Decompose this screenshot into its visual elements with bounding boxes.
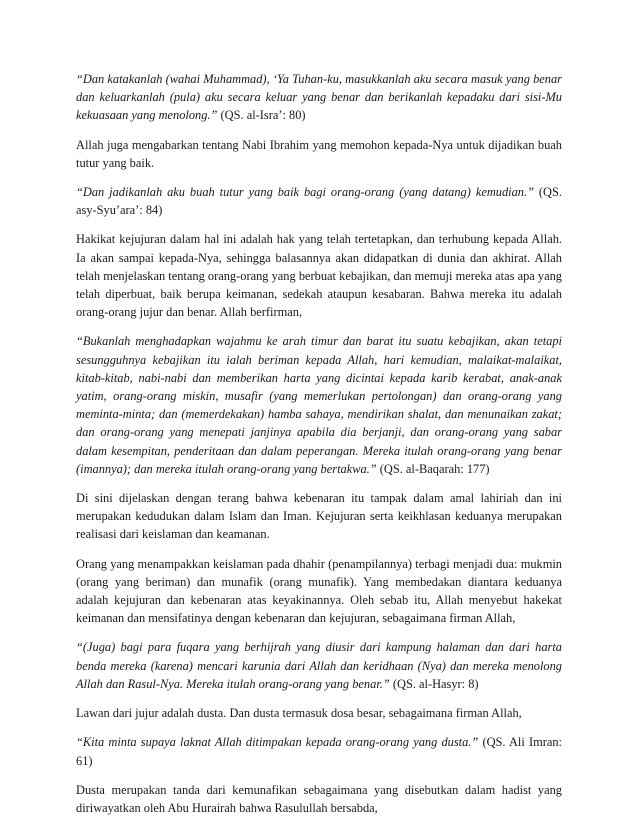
quote-paragraph-5 — [76, 733, 562, 769]
quote-reference: (QS. asy-Syu’ara’: 84) — [76, 185, 562, 218]
paragraph-text: Orang yang menampakkan keislaman pada dhahir (penampilannya) terbagi menjadi dua: mukmin (orang yang beriman) dan munafik (orang munafik). Yang membedakan diantara keduanya adalah kejujuran dan kebenaran atas keyakinannya. Oleh sebab itu, Allah menyebut hakekat keimanan dan mensifatinya dengan kebenaran dan kejujuran, sebagaimana firman Allah, — [76, 556, 562, 626]
body-paragraph-5 — [76, 704, 562, 722]
quote-reference: (QS. al-Isra’: 80) — [217, 108, 306, 123]
quote-text: “(Juga) bagi para fuqara yang berhijrah yang diusir dari kampung halaman dan dari harta benda mereka (karena) mencari karunia dari Allah dan keridhaan (Nya) dan mereka menolong Allah dan Rasul-Nya. Mereka itulah orang-orang yang benar.” — [76, 640, 562, 691]
quote-text: “Dan katakanlah (wahai Muhammad), ‘Ya Tuhan-ku, masukkanlah aku secara masuk yang benar dan keluarkanlah (pula) aku secara keluar yang benar dan berikanlah kepadaku dari sisi-Mu kekuasaan yang menolong.” — [76, 72, 562, 123]
quote-reference: (QS. al-Baqarah: 177) — [376, 461, 490, 476]
body-paragraph-6 — [76, 781, 562, 817]
document-page — [76, 70, 562, 828]
paragraph-text: Hakikat kejujuran dalam hal ini adalah hak yang telah tertetapkan, dan terhubung kepada Allah. Ia akan sampai kepada-Nya, sehingga balasannya akan didapatkan di dunia dan akhirat. Allah telah menjelaskan tentang orang-orang yang berbuat kebajikan, dan memuji mereka atas apa yang telah diperbuat, baik berupa keimanan, sedekah ataupun kesabaran. Bahwa mereka itu adalah orang-orang jujur dan benar. Allah berfirman, — [76, 232, 562, 320]
quote-text: “Kita minta supaya laknat Allah ditimpakan kepada orang-orang yang dusta.” — [76, 735, 479, 750]
paragraph-text: Lawan dari jujur adalah dusta. Dan dusta termasuk dosa besar, sebagaimana firman Allah, — [76, 706, 522, 721]
body-paragraph-4 — [76, 555, 562, 628]
quote-reference: (QS. Ali Imran: 61) — [76, 735, 562, 768]
paragraph-text: Allah juga mengabarkan tentang Nabi Ibrahim yang memohon kepada-Nya untuk dijadikan buah tutur yang baik. — [76, 137, 562, 170]
body-paragraph-3 — [76, 489, 562, 544]
quote-text: “Dan jadikanlah aku buah tutur yang baik bagi orang-orang (yang datang) kemudian.” — [76, 185, 534, 200]
paragraph-text: Dusta merupakan tanda dari kemunafikan sebagaimana yang disebutkan dalam hadist yang diriwayatkan oleh Abu Hurairah bahwa Rasulullah bersabda, — [76, 782, 562, 815]
body-paragraph-1 — [76, 136, 562, 172]
quote-text: “Bukanlah menghadapkan wajahmu ke arah timur dan barat itu suatu kebajikan, akan tetapi sesungguhnya kebajikan itu ialah beriman kepada Allah, hari kemudian, malaikat-malaikat, kitab-kitab, nabi-nabi dan memberikan harta yang dicintai kepada karib kerabat, anak-anak yatim, orang-orang miskin, musafir (yang memerlukan pertolongan) dan orang-orang yang meminta-minta; dan (memerdekakan) hamba sahaya, mendirikan shalat, dan menunaikan zakat; dan orang-orang yang menepati janjinya apabila dia berjanji, dan orang-orang yang sabar dalam kesempitan, penderitaan dan dalam peperangan. Mereka itulah orang-orang yang benar (imannya); dan mereka itulah orang-orang yang bertakwa.” — [76, 334, 562, 476]
body-paragraph-2 — [76, 230, 562, 321]
paragraph-text: Di sini dijelaskan dengan terang bahwa kebenaran itu tampak dalam amal lahiriah dan ini merupakan kedudukan dalam Islam dan Iman. Kejujuran serta keikhlasan keduanya merupakan realisasi dari keislaman dan keamanan. — [76, 491, 562, 542]
quote-paragraph-1 — [76, 70, 562, 125]
quote-paragraph-2 — [76, 183, 562, 219]
quote-reference: (QS. al-Hasyr: 8) — [389, 676, 479, 691]
quote-paragraph-3 — [76, 332, 562, 478]
quote-paragraph-4 — [76, 638, 562, 693]
